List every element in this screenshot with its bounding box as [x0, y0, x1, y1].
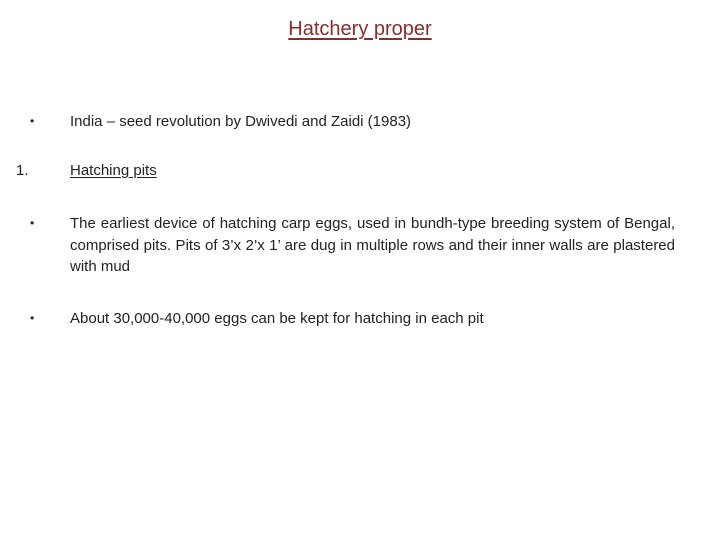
bullet-text: About 30,000-40,000 eggs can be kept for hatching in each pit	[70, 310, 484, 327]
bullet-dot-icon: •	[30, 311, 35, 325]
numbered-heading	[16, 160, 157, 182]
heading-text: Hatching pits	[70, 162, 157, 179]
bullet-item-india	[30, 111, 675, 133]
bullet-dot-icon: •	[30, 114, 35, 128]
heading-number: 1.	[16, 162, 29, 179]
bullet-item-earliest-device	[30, 213, 675, 278]
bullet-text: The earliest device of hatching carp eggs, used in bundh-type breeding system of Bengal, comprised pits. Pits of 3’x 2’x 1’ are dug in multiple rows and their inner walls are plastered with mud	[70, 215, 675, 275]
bullet-item-egg-capacity	[30, 308, 675, 330]
bullet-text: India – seed revolution by Dwivedi and Zaidi (1983)	[70, 113, 412, 130]
bullet-dot-icon: •	[30, 216, 35, 230]
slide-title: Hatchery proper	[288, 18, 432, 40]
